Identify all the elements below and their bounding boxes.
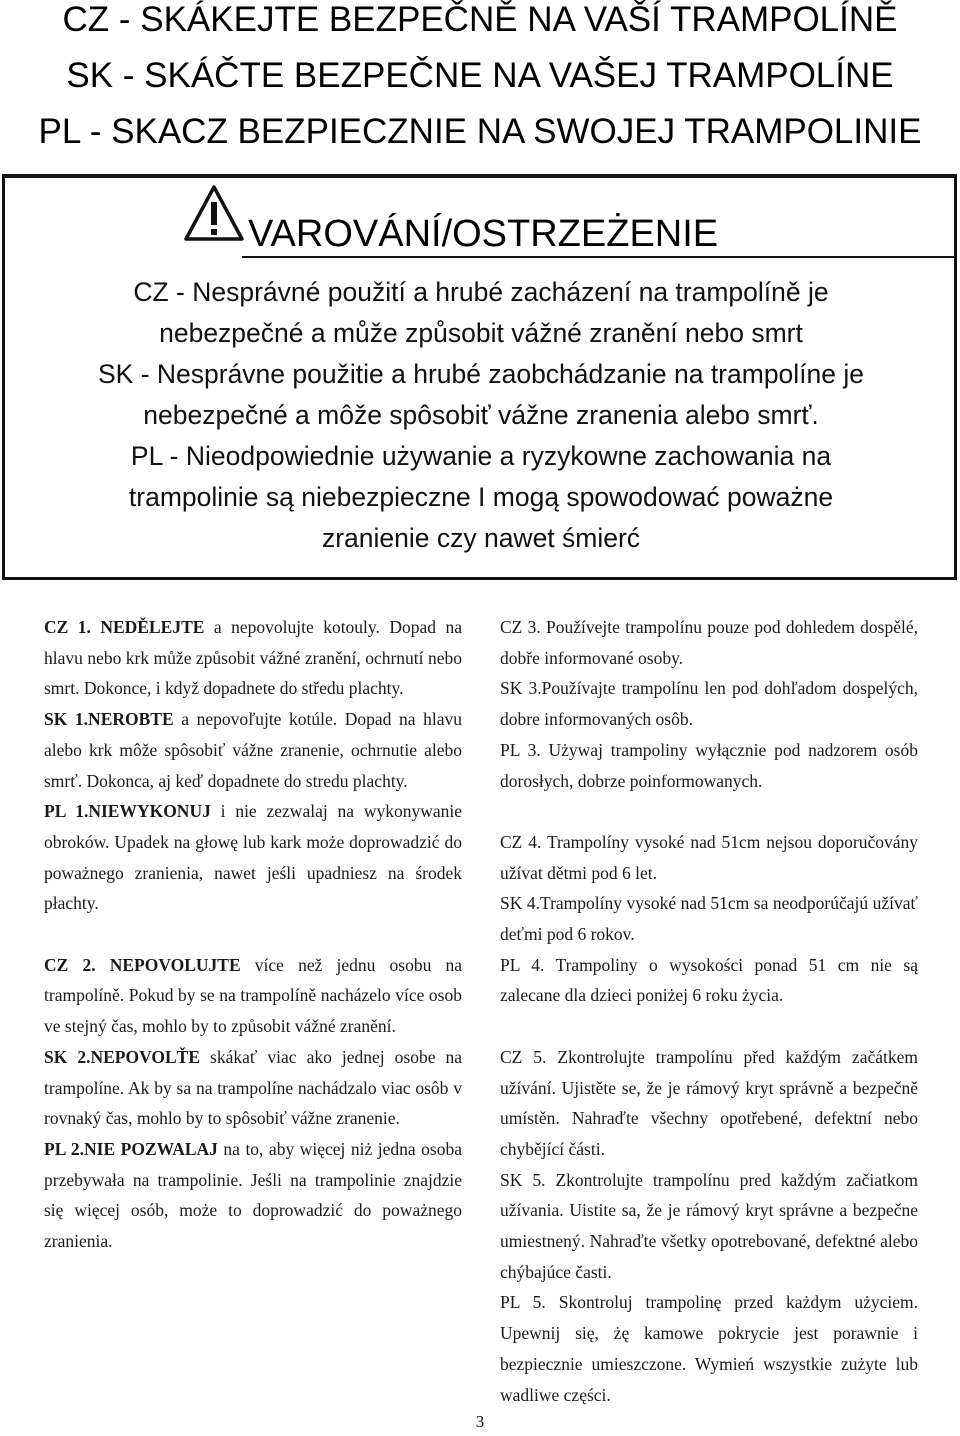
paragraph-pl-3: PL 3. Używaj trampoliny wyłącznie pod nadzorem osób dorosłych, dobrze poinformowanych. bbox=[500, 739, 918, 791]
paragraph-sk-5: SK 5. Zkontrolujte trampolínu pred každým začiatkom užívania. Uistite sa, že je rámový kryt správne a bezpečne umiestnený. Nahraďte všetky opotrebované, defektné alebo chýbajúce časti. bbox=[500, 1169, 918, 1282]
warning-line: trampolinie są niebezpieczne I mogą spowodować poważne bbox=[128, 482, 834, 512]
warning-line: SK - Nesprávne použitie a hrubé zaobchádzanie na trampolíne je bbox=[97, 359, 865, 389]
paragraph-cz-2: CZ 2. NEPOVOLUJTE více než jednu osobu na trampolíně. Pokud by se na trampolíně nacházelo více osob ve stejný čas, mohlo by to způsobit vážné zranění. bbox=[44, 954, 462, 1037]
warning-line: nebezpečné a může způsobit vážné zranění nebo smrt bbox=[159, 318, 803, 348]
warning-header bbox=[183, 184, 783, 258]
paragraph-pl-1: PL 1.NIEWYKONUJ i nie zezwalaj na wykonywanie obroków. Upadek na głowę lub kark może doprowadzić do poważnego zranienia, nawet jeśli upadniesz na środek płachty. bbox=[44, 801, 462, 914]
warning-title: VAROVÁNÍ/OSTRZEŻENIE bbox=[248, 213, 719, 255]
title-pl: PL - SKACZ BEZPIECZNIE NA SWOJEJ TRAMPOLINIE bbox=[38, 112, 922, 151]
warning-line: nebezpečné a môže spôsobiť vážne zranenia alebo smrť. bbox=[143, 400, 819, 430]
warning-line: PL - Nieodpowiednie używanie a ryzykowne zachowania na bbox=[130, 441, 832, 471]
paragraph-cz-4: CZ 4. Trampolíny vysoké nad 51cm nejsou doporučovány užívat dětmi pod 6 let. bbox=[500, 831, 918, 883]
paragraph-cz-1: CZ 1. NEDĚLEJTE a nepovolujte kotouly. Dopad na hlavu nebo krk může způsobit vážné zranění, ochrnutí nebo smrt. Dokonce, i když dopadnete do středu plachty. bbox=[44, 617, 462, 699]
paragraph-cz-3: CZ 3. Používejte trampolínu pouze pod dohledem dospělé, dobře informované osoby. bbox=[500, 617, 918, 668]
warning-line: zranienie czy nawet śmierć bbox=[321, 523, 641, 553]
paragraph-cz-5: CZ 5. Zkontrolujte trampolínu před každým začátkem užívání. Ujistěte se, že je rámový kryt správně a bezpečně umístěn. Nahraďte všechny opotřebené, defektní nebo chybějící části. bbox=[500, 1046, 918, 1159]
paragraph-pl-4: PL 4. Trampoliny o wysokości ponad 51 cm nie są zalecane dla dzieci poniżej 6 roku życia. bbox=[500, 954, 918, 1006]
paragraph-pl-5: PL 5. Skontroluj trampolinę przed każdym użyciem. Upewnij się, żę kamowe pokrycie jest porawnie i bezpiecznie umieszczone. Wymień wszystkie zużyte lub wadliwe części. bbox=[500, 1292, 918, 1405]
warning-underline bbox=[242, 256, 955, 258]
page-number: 3 bbox=[475, 1412, 485, 1431]
paragraph-sk-4: SK 4.Trampolíny vysoké nad 51cm sa neodporúčajú užívať deťmi pod 6 rokov. bbox=[500, 893, 918, 945]
paragraph-pl-2: PL 2.NIE POZWALAJ na to, aby więcej niż jedna osoba przebywała na trampolinie. Jeśli na trampolinie znajdzie się więcej osób, może to doprowadzić do poważnego zranienia. bbox=[44, 1138, 463, 1252]
warning-text bbox=[6, 272, 956, 559]
right-column bbox=[500, 612, 918, 1410]
title-cz: CZ - SKÁKEJTE BEZPEČNĚ NA VAŠÍ TRAMPOLÍNĚ bbox=[62, 0, 898, 39]
warning-line: CZ - Nesprávné použití a hrubé zacházení na trampolíně je bbox=[133, 277, 829, 307]
paragraph-sk-2: SK 2.NEPOVOLŤE skákať viac ako jednej osobe na trampolíne. Ak by sa na trampolíne nachádzalo viac osôb v rovnaký čas, mohlo by to spôsobiť vážne zranenie. bbox=[44, 1046, 463, 1129]
title-sk: SK - SKÁČTE BEZPEČNE NA VAŠEJ TRAMPOLÍNE bbox=[66, 56, 894, 95]
paragraph-sk-1: SK 1.NEROBTE a nepovoľujte kotúle. Dopad na hlavu alebo krk môže spôsobiť vážne zranenie, ochrnutie alebo smrť. Dokonca, aj keď dopadnete do stredu plachty. bbox=[44, 709, 462, 791]
paragraph-sk-3: SK 3.Používajte trampolínu len pod dohľadom dospelých, dobre informovaných osôb. bbox=[500, 678, 918, 730]
warning-triangle-icon bbox=[183, 184, 245, 242]
left-column bbox=[44, 612, 462, 1257]
